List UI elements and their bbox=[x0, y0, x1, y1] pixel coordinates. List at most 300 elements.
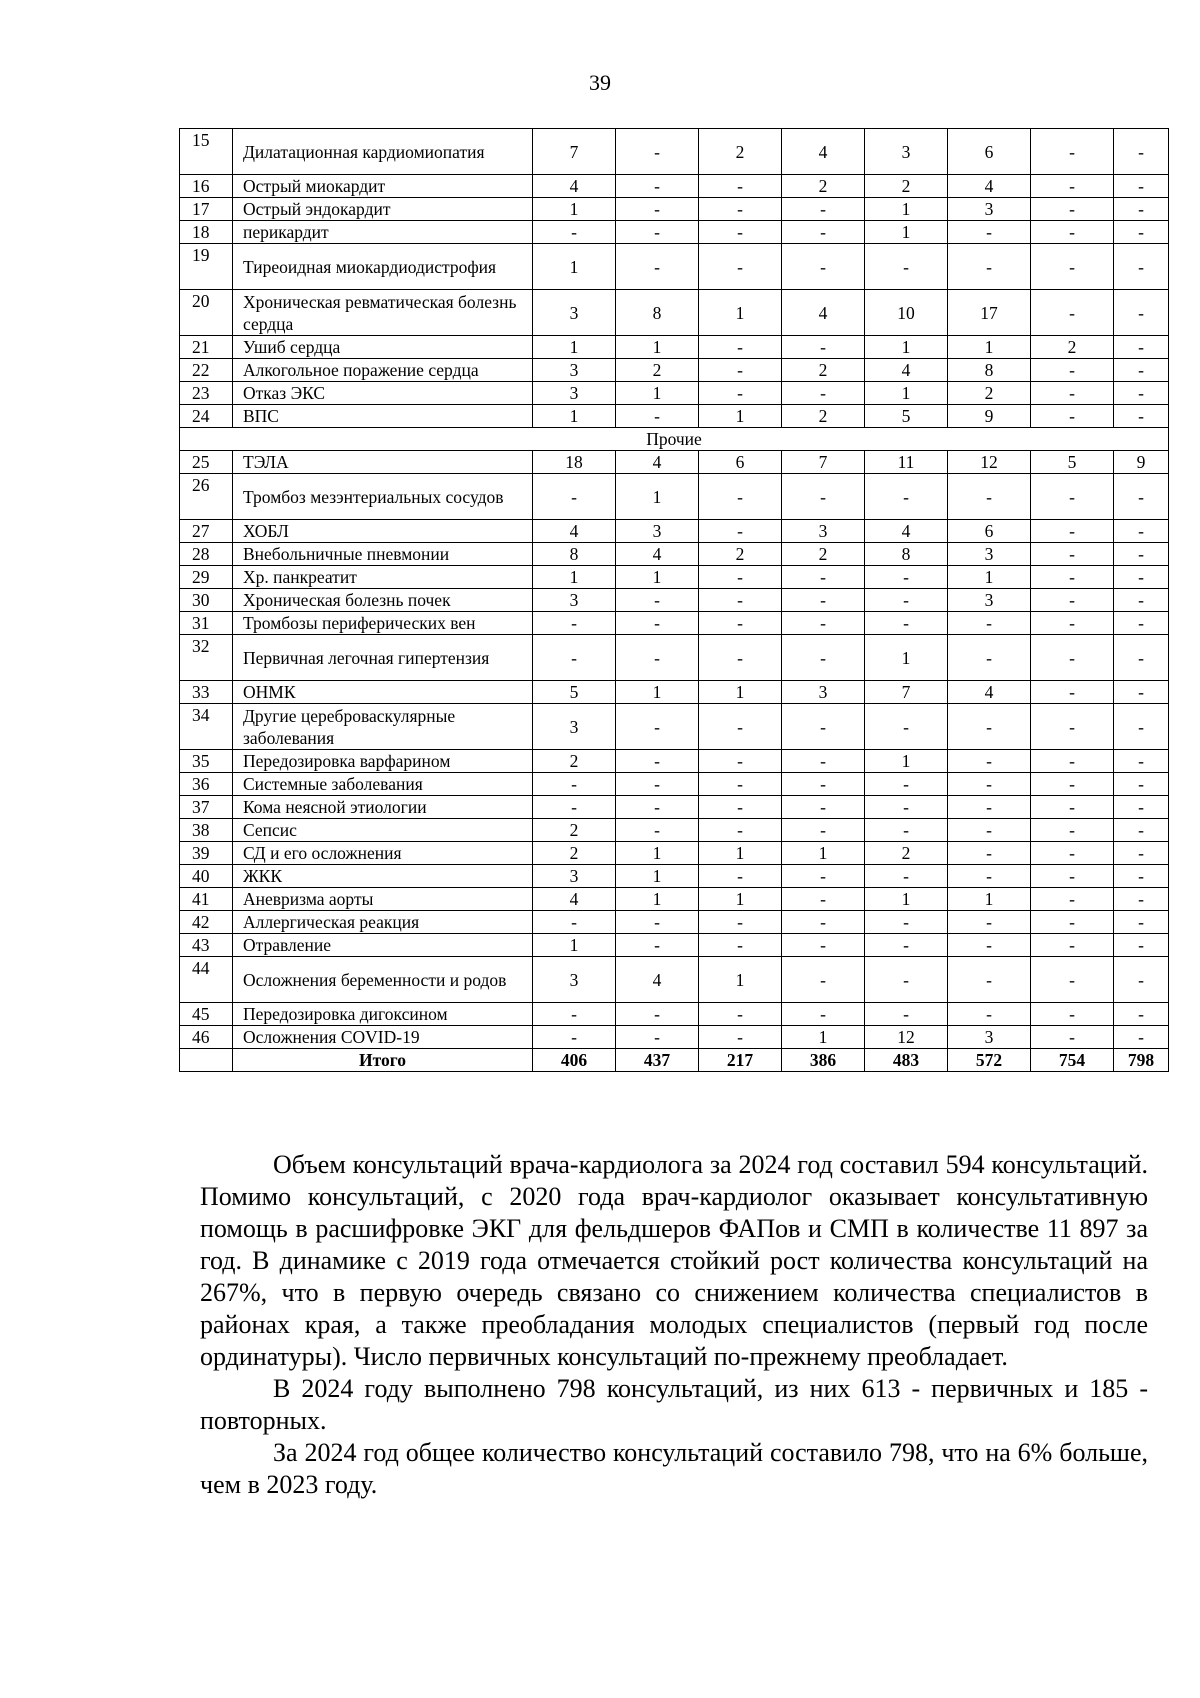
value-cell: - bbox=[1114, 819, 1169, 842]
value-cell: - bbox=[1031, 474, 1114, 520]
value-cell: - bbox=[616, 1026, 699, 1049]
value-cell: 6 bbox=[699, 451, 782, 474]
total-label: Итого bbox=[233, 1049, 533, 1072]
total-value: 406 bbox=[533, 1049, 616, 1072]
value-cell: - bbox=[699, 635, 782, 681]
value-cell: - bbox=[1114, 198, 1169, 221]
value-cell: - bbox=[616, 635, 699, 681]
value-cell: - bbox=[616, 750, 699, 773]
row-number: 25 bbox=[180, 451, 233, 474]
row-number: 34 bbox=[180, 704, 233, 750]
value-cell: - bbox=[1114, 290, 1169, 336]
row-number: 26 bbox=[180, 474, 233, 520]
row-number: 35 bbox=[180, 750, 233, 773]
row-number: 45 bbox=[180, 1003, 233, 1026]
value-cell: 3 bbox=[782, 520, 865, 543]
total-value: 483 bbox=[865, 1049, 948, 1072]
body-text bbox=[200, 1149, 1148, 1501]
paragraph: Объем консультаций врача-кардиолога за 2024 год составил 594 консультаций. Помимо консультаций, с 2020 года врач-кардиолог оказывает консультативную помощь в расшифровке ЭКГ для фельдшеров ФАПов и СМП в количестве 11 897 за год. В динамике с 2019 года отмечается стойкий рост количества консультаций на 267%, что в первую очередь связано со снижением количества специалистов в районах края, а также преобладания молодых специалистов (первый год после ординатуры). Число первичных консультаций по-прежнему преобладает. bbox=[200, 1150, 1148, 1371]
diagnosis-name: Отказ ЭКС bbox=[233, 382, 533, 405]
value-cell: - bbox=[948, 612, 1031, 635]
value-cell: 1 bbox=[616, 842, 699, 865]
value-cell: - bbox=[616, 911, 699, 934]
value-cell: - bbox=[782, 796, 865, 819]
value-cell: - bbox=[1114, 221, 1169, 244]
value-cell: 5 bbox=[1031, 451, 1114, 474]
value-cell: 12 bbox=[948, 451, 1031, 474]
value-cell: - bbox=[1031, 1003, 1114, 1026]
row-number: 17 bbox=[180, 198, 233, 221]
value-cell: - bbox=[1114, 681, 1169, 704]
value-cell: - bbox=[1114, 405, 1169, 428]
table-row bbox=[180, 566, 1169, 589]
total-value: 437 bbox=[616, 1049, 699, 1072]
value-cell: - bbox=[948, 796, 1031, 819]
value-cell: - bbox=[865, 566, 948, 589]
row-number: 43 bbox=[180, 934, 233, 957]
value-cell: - bbox=[948, 865, 1031, 888]
value-cell: - bbox=[782, 382, 865, 405]
value-cell: 2 bbox=[1031, 336, 1114, 359]
value-cell: - bbox=[865, 865, 948, 888]
row-number: 15 bbox=[180, 129, 233, 175]
paragraph: В 2024 году выполнено 798 консультаций, из них 613 - первичных и 185 - повторных. bbox=[200, 1374, 1148, 1435]
diagnosis-name: ОНМК bbox=[233, 681, 533, 704]
paragraph: За 2024 год общее количество консультаций составило 798, что на 6% больше, чем в 2023 году. bbox=[200, 1438, 1148, 1499]
row-number: 16 bbox=[180, 175, 233, 198]
row-number: 24 bbox=[180, 405, 233, 428]
diagnosis-name: Системные заболевания bbox=[233, 773, 533, 796]
value-cell: 1 bbox=[699, 681, 782, 704]
value-cell: 2 bbox=[699, 129, 782, 175]
value-cell: 3 bbox=[782, 681, 865, 704]
value-cell: 2 bbox=[782, 543, 865, 566]
value-cell: 1 bbox=[533, 566, 616, 589]
value-cell: 3 bbox=[533, 704, 616, 750]
value-cell: 1 bbox=[865, 221, 948, 244]
value-cell: 4 bbox=[616, 543, 699, 566]
value-cell: - bbox=[616, 589, 699, 612]
value-cell: 8 bbox=[616, 290, 699, 336]
value-cell: 2 bbox=[865, 842, 948, 865]
section-title: Прочие bbox=[180, 428, 1169, 451]
value-cell: - bbox=[616, 796, 699, 819]
value-cell: - bbox=[1031, 221, 1114, 244]
table-row bbox=[180, 773, 1169, 796]
value-cell: 3 bbox=[948, 1026, 1031, 1049]
value-cell: - bbox=[1031, 865, 1114, 888]
value-cell: - bbox=[616, 773, 699, 796]
value-cell: - bbox=[699, 819, 782, 842]
value-cell: 11 bbox=[865, 451, 948, 474]
row-number: 46 bbox=[180, 1026, 233, 1049]
value-cell: - bbox=[1031, 635, 1114, 681]
value-cell: - bbox=[948, 635, 1031, 681]
value-cell: - bbox=[865, 704, 948, 750]
table-row bbox=[180, 290, 1169, 336]
value-cell: - bbox=[533, 796, 616, 819]
value-cell: 1 bbox=[699, 290, 782, 336]
value-cell: - bbox=[865, 773, 948, 796]
value-cell: - bbox=[948, 819, 1031, 842]
table-row bbox=[180, 175, 1169, 198]
value-cell: 8 bbox=[533, 543, 616, 566]
table-row bbox=[180, 819, 1169, 842]
diagnosis-name: ХОБЛ bbox=[233, 520, 533, 543]
table-row bbox=[180, 382, 1169, 405]
value-cell: - bbox=[1114, 1026, 1169, 1049]
value-cell: 1 bbox=[865, 635, 948, 681]
value-cell: 7 bbox=[782, 451, 865, 474]
value-cell: - bbox=[616, 1003, 699, 1026]
value-cell: - bbox=[616, 129, 699, 175]
value-cell: - bbox=[699, 566, 782, 589]
value-cell: - bbox=[782, 773, 865, 796]
value-cell: 6 bbox=[948, 520, 1031, 543]
value-cell: 1 bbox=[865, 750, 948, 773]
value-cell: 2 bbox=[533, 819, 616, 842]
table-body bbox=[180, 129, 1169, 1072]
value-cell: - bbox=[699, 359, 782, 382]
value-cell: - bbox=[865, 244, 948, 290]
value-cell: 1 bbox=[616, 336, 699, 359]
value-cell: - bbox=[1031, 1026, 1114, 1049]
diagnosis-name: Дилатационная кардиомиопатия bbox=[233, 129, 533, 175]
row-number: 21 bbox=[180, 336, 233, 359]
value-cell: - bbox=[782, 819, 865, 842]
value-cell: - bbox=[1031, 681, 1114, 704]
value-cell: - bbox=[948, 244, 1031, 290]
table-row bbox=[180, 612, 1169, 635]
value-cell: - bbox=[1031, 911, 1114, 934]
value-cell: - bbox=[782, 474, 865, 520]
table-row bbox=[180, 704, 1169, 750]
value-cell: - bbox=[782, 750, 865, 773]
value-cell: - bbox=[1031, 773, 1114, 796]
value-cell: 18 bbox=[533, 451, 616, 474]
row-number: 20 bbox=[180, 290, 233, 336]
total-row bbox=[180, 1049, 1169, 1072]
value-cell: - bbox=[1114, 888, 1169, 911]
value-cell: - bbox=[699, 865, 782, 888]
value-cell: 3 bbox=[948, 198, 1031, 221]
diagnosis-name: Острый эндокардит bbox=[233, 198, 533, 221]
value-cell: 4 bbox=[782, 290, 865, 336]
value-cell: - bbox=[699, 704, 782, 750]
row-number: 41 bbox=[180, 888, 233, 911]
value-cell: - bbox=[1031, 704, 1114, 750]
value-cell: - bbox=[1114, 359, 1169, 382]
value-cell: - bbox=[782, 221, 865, 244]
value-cell: 9 bbox=[1114, 451, 1169, 474]
table-row bbox=[180, 796, 1169, 819]
value-cell: 3 bbox=[616, 520, 699, 543]
value-cell: - bbox=[1114, 750, 1169, 773]
row-number: 27 bbox=[180, 520, 233, 543]
value-cell: - bbox=[1114, 382, 1169, 405]
value-cell: - bbox=[1114, 934, 1169, 957]
value-cell: - bbox=[616, 819, 699, 842]
value-cell: - bbox=[948, 957, 1031, 1003]
diagnosis-name: перикардит bbox=[233, 221, 533, 244]
value-cell: - bbox=[616, 704, 699, 750]
value-cell: - bbox=[533, 773, 616, 796]
section-row bbox=[180, 428, 1169, 451]
value-cell: - bbox=[699, 175, 782, 198]
value-cell: 4 bbox=[616, 451, 699, 474]
value-cell: - bbox=[699, 589, 782, 612]
value-cell: 2 bbox=[865, 175, 948, 198]
value-cell: 5 bbox=[533, 681, 616, 704]
value-cell: - bbox=[1114, 957, 1169, 1003]
value-cell: 1 bbox=[865, 888, 948, 911]
value-cell: - bbox=[948, 842, 1031, 865]
value-cell: - bbox=[948, 773, 1031, 796]
value-cell: 2 bbox=[782, 359, 865, 382]
value-cell: - bbox=[1031, 405, 1114, 428]
row-number: 19 bbox=[180, 244, 233, 290]
value-cell: - bbox=[782, 704, 865, 750]
value-cell: 2 bbox=[782, 175, 865, 198]
value-cell: - bbox=[1031, 175, 1114, 198]
table-row bbox=[180, 244, 1169, 290]
row-number: 28 bbox=[180, 543, 233, 566]
table-row bbox=[180, 405, 1169, 428]
value-cell: - bbox=[699, 382, 782, 405]
value-cell: - bbox=[1114, 543, 1169, 566]
row-number: 23 bbox=[180, 382, 233, 405]
value-cell: 1 bbox=[865, 198, 948, 221]
value-cell: 4 bbox=[865, 520, 948, 543]
row-number: 36 bbox=[180, 773, 233, 796]
diagnosis-name: Хроническая болезнь почек bbox=[233, 589, 533, 612]
diagnosis-name: Другие цереброваскулярные заболевания bbox=[233, 704, 533, 750]
value-cell: - bbox=[1114, 773, 1169, 796]
value-cell: 4 bbox=[948, 681, 1031, 704]
value-cell: 1 bbox=[533, 336, 616, 359]
table-row bbox=[180, 911, 1169, 934]
value-cell: 1 bbox=[782, 1026, 865, 1049]
value-cell: 1 bbox=[533, 934, 616, 957]
value-cell: 1 bbox=[616, 865, 699, 888]
value-cell: - bbox=[699, 796, 782, 819]
diagnosis-name: Тромбозы периферических вен bbox=[233, 612, 533, 635]
value-cell: - bbox=[1031, 750, 1114, 773]
value-cell: - bbox=[782, 244, 865, 290]
value-cell: - bbox=[699, 773, 782, 796]
table-row bbox=[180, 1003, 1169, 1026]
value-cell: 4 bbox=[533, 888, 616, 911]
diagnosis-name: Аллергическая реакция bbox=[233, 911, 533, 934]
value-cell: 1 bbox=[533, 198, 616, 221]
value-cell: - bbox=[782, 336, 865, 359]
value-cell: - bbox=[533, 221, 616, 244]
row-number: 32 bbox=[180, 635, 233, 681]
value-cell: - bbox=[616, 405, 699, 428]
total-value: 217 bbox=[699, 1049, 782, 1072]
value-cell: 2 bbox=[948, 382, 1031, 405]
diagnosis-name: Сепсис bbox=[233, 819, 533, 842]
value-cell: - bbox=[782, 612, 865, 635]
value-cell: 3 bbox=[533, 359, 616, 382]
total-value: 572 bbox=[948, 1049, 1031, 1072]
value-cell: - bbox=[699, 934, 782, 957]
table-row bbox=[180, 842, 1169, 865]
value-cell: - bbox=[1031, 957, 1114, 1003]
value-cell: - bbox=[1114, 336, 1169, 359]
diagnosis-name: Внебольничные пневмонии bbox=[233, 543, 533, 566]
value-cell: - bbox=[699, 1026, 782, 1049]
value-cell: - bbox=[699, 244, 782, 290]
value-cell: - bbox=[1114, 911, 1169, 934]
value-cell: - bbox=[782, 865, 865, 888]
table-row bbox=[180, 865, 1169, 888]
value-cell: - bbox=[1114, 635, 1169, 681]
value-cell: - bbox=[1114, 612, 1169, 635]
value-cell: - bbox=[782, 589, 865, 612]
value-cell: - bbox=[616, 198, 699, 221]
diagnosis-name: Острый миокардит bbox=[233, 175, 533, 198]
value-cell: - bbox=[699, 911, 782, 934]
table-row bbox=[180, 888, 1169, 911]
table-row bbox=[180, 474, 1169, 520]
value-cell: - bbox=[1114, 796, 1169, 819]
value-cell: - bbox=[865, 819, 948, 842]
value-cell: 3 bbox=[533, 957, 616, 1003]
diagnosis-name: Ушиб сердца bbox=[233, 336, 533, 359]
value-cell: - bbox=[699, 1003, 782, 1026]
value-cell: 3 bbox=[533, 589, 616, 612]
value-cell: - bbox=[616, 244, 699, 290]
row-number: 39 bbox=[180, 842, 233, 865]
value-cell: - bbox=[1114, 520, 1169, 543]
value-cell: - bbox=[1031, 198, 1114, 221]
value-cell: 1 bbox=[616, 888, 699, 911]
diagnosis-name: ТЭЛА bbox=[233, 451, 533, 474]
value-cell: - bbox=[533, 474, 616, 520]
value-cell: 1 bbox=[699, 888, 782, 911]
value-cell: - bbox=[1031, 612, 1114, 635]
value-cell: - bbox=[865, 796, 948, 819]
value-cell: 2 bbox=[782, 405, 865, 428]
value-cell: 1 bbox=[616, 474, 699, 520]
table-row bbox=[180, 520, 1169, 543]
row-number: 42 bbox=[180, 911, 233, 934]
table-row bbox=[180, 336, 1169, 359]
value-cell: - bbox=[533, 1026, 616, 1049]
value-cell: - bbox=[1031, 520, 1114, 543]
value-cell: - bbox=[782, 198, 865, 221]
value-cell: 9 bbox=[948, 405, 1031, 428]
diagnosis-name: СД и его осложнения bbox=[233, 842, 533, 865]
value-cell: - bbox=[1114, 129, 1169, 175]
value-cell: 1 bbox=[616, 566, 699, 589]
value-cell: - bbox=[699, 336, 782, 359]
value-cell: 2 bbox=[533, 842, 616, 865]
consultations-table bbox=[179, 128, 1169, 1072]
diagnosis-name: Хр. панкреатит bbox=[233, 566, 533, 589]
value-cell: 17 bbox=[948, 290, 1031, 336]
row-number: 22 bbox=[180, 359, 233, 382]
total-empty-cell bbox=[180, 1049, 233, 1072]
diagnosis-name: ЖКК bbox=[233, 865, 533, 888]
table-row bbox=[180, 451, 1169, 474]
table-row bbox=[180, 934, 1169, 957]
value-cell: 1 bbox=[699, 405, 782, 428]
value-cell: - bbox=[1031, 888, 1114, 911]
value-cell: - bbox=[1114, 842, 1169, 865]
row-number: 37 bbox=[180, 796, 233, 819]
row-number: 18 bbox=[180, 221, 233, 244]
value-cell: 1 bbox=[865, 336, 948, 359]
value-cell: 7 bbox=[865, 681, 948, 704]
value-cell: 8 bbox=[865, 543, 948, 566]
value-cell: - bbox=[533, 1003, 616, 1026]
value-cell: 1 bbox=[865, 382, 948, 405]
value-cell: - bbox=[616, 175, 699, 198]
value-cell: - bbox=[948, 221, 1031, 244]
row-number: 31 bbox=[180, 612, 233, 635]
diagnosis-name: Хроническая ревматическая болезнь сердца bbox=[233, 290, 533, 336]
diagnosis-name: Осложнения COVID-19 bbox=[233, 1026, 533, 1049]
value-cell: - bbox=[1031, 543, 1114, 566]
value-cell: - bbox=[1114, 865, 1169, 888]
value-cell: 8 bbox=[948, 359, 1031, 382]
total-value: 386 bbox=[782, 1049, 865, 1072]
value-cell: 2 bbox=[699, 543, 782, 566]
value-cell: 3 bbox=[865, 129, 948, 175]
table-row bbox=[180, 198, 1169, 221]
value-cell: 1 bbox=[948, 888, 1031, 911]
value-cell: 7 bbox=[533, 129, 616, 175]
value-cell: - bbox=[533, 911, 616, 934]
value-cell: - bbox=[1114, 1003, 1169, 1026]
value-cell: 3 bbox=[948, 543, 1031, 566]
value-cell: 2 bbox=[616, 359, 699, 382]
value-cell: - bbox=[865, 589, 948, 612]
value-cell: - bbox=[699, 198, 782, 221]
value-cell: 1 bbox=[948, 566, 1031, 589]
diagnosis-name: Аневризма аорты bbox=[233, 888, 533, 911]
value-cell: - bbox=[1114, 474, 1169, 520]
value-cell: 3 bbox=[533, 865, 616, 888]
diagnosis-name: Передозировка дигоксином bbox=[233, 1003, 533, 1026]
value-cell: - bbox=[782, 1003, 865, 1026]
value-cell: 4 bbox=[616, 957, 699, 1003]
value-cell: - bbox=[1114, 704, 1169, 750]
table-row bbox=[180, 750, 1169, 773]
value-cell: - bbox=[1031, 589, 1114, 612]
value-cell: - bbox=[865, 911, 948, 934]
value-cell: - bbox=[1031, 934, 1114, 957]
row-number: 30 bbox=[180, 589, 233, 612]
value-cell: 1 bbox=[533, 244, 616, 290]
row-number: 40 bbox=[180, 865, 233, 888]
value-cell: - bbox=[948, 750, 1031, 773]
table-row bbox=[180, 635, 1169, 681]
value-cell: 5 bbox=[865, 405, 948, 428]
value-cell: - bbox=[533, 635, 616, 681]
table-row bbox=[180, 359, 1169, 382]
value-cell: 3 bbox=[533, 382, 616, 405]
value-cell: 4 bbox=[865, 359, 948, 382]
diagnosis-name: Первичная легочная гипертензия bbox=[233, 635, 533, 681]
value-cell: 1 bbox=[699, 842, 782, 865]
value-cell: - bbox=[948, 934, 1031, 957]
value-cell: - bbox=[948, 474, 1031, 520]
value-cell: - bbox=[948, 704, 1031, 750]
value-cell: - bbox=[1114, 175, 1169, 198]
